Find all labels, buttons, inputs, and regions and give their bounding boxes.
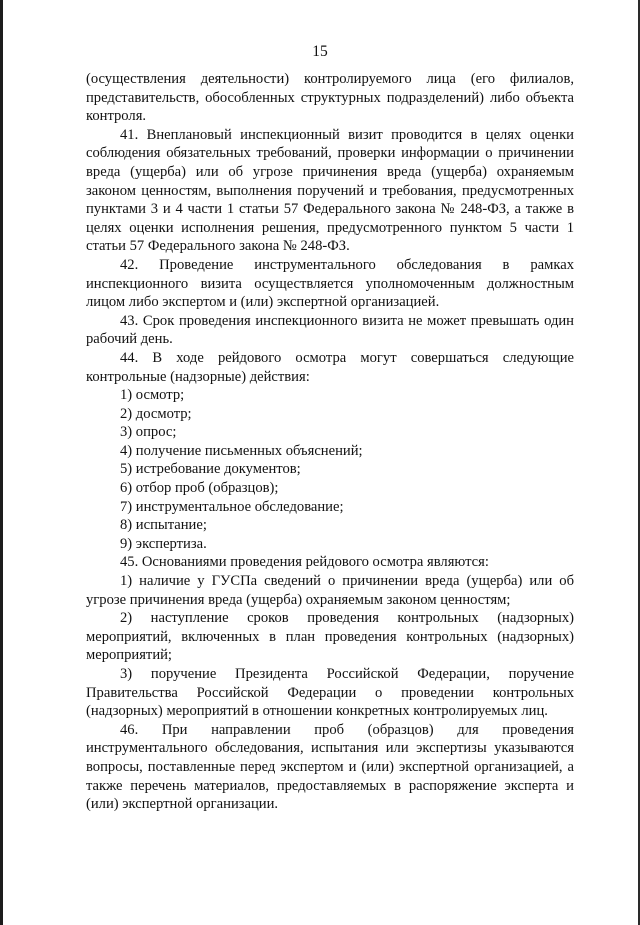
paragraph-continuation: (осуществления деятельности) контролируемого лица (его филиалов, представительств, обособленных структурных подразделений) либо объекта контроля. [86, 71, 574, 125]
list-item: 3) поручение Президента Российской Федерации, поручение Правительства Российской Федерации о проведении контрольных (надзорных) мероприятий в отношении конкретных контролируемых лиц. [86, 666, 574, 720]
list-item: 6) отбор проб (образцов); [120, 480, 279, 497]
list-item: 8) испытание; [120, 517, 207, 534]
list-item: 4) получение письменных объяснений; [120, 442, 363, 459]
list-item: 7) инструментальное обследование; [120, 498, 344, 515]
list-item: 2) наступление сроков проведения контрольных (надзорных) мероприятий, включенных в план проведения контрольных (надзорных) мероприятий; [86, 610, 574, 664]
list-item: 1) осмотр; [120, 387, 185, 404]
document-body [86, 70, 574, 814]
list-item: 1) наличие у ГУСПа сведений о причинении вреда (ущерба) или об угрозе причинения вреда (ущерба) охраняемым законом ценностям; [86, 573, 574, 608]
list-item: 2) досмотр; [120, 405, 192, 422]
list-item: 9) экспертиза. [120, 535, 207, 552]
scan-border-left [0, 0, 3, 925]
list-item: 5) истребование документов; [120, 461, 301, 478]
paragraph-46: 46. При направлении проб (образцов) для проведения инструментального обследования, испытания или экспертизы указываются вопросы, поставленные перед экспертом и (или) экспертной организацией, а также перечень материалов, предоставляемых в распоряжение эксперта и (или) экспертной организации. [86, 721, 574, 813]
page-number: 15 [312, 43, 328, 60]
paragraph-41: 41. Внеплановый инспекционный визит проводится в целях оценки соблюдения обязательных требований, проверки информации о причинении вреда (ущерба) или об угрозе причинения вреда (ущерба) охраняемым законом ценностям, выполнения поручений и требования, предусмотренных пунктами 3 и 4 части 1 статьи 57 Федерального закона № 248-ФЗ, а также в целях оценки исполнения решения, предусмотренного пунктом 5 части 1 статьи 57 Федерального закона № 248-ФЗ. [86, 126, 574, 255]
paragraph-43: 43. Срок проведения инспекционного визита не может превышать один рабочий день. [86, 312, 574, 348]
list-item: 3) опрос; [120, 424, 177, 441]
paragraph-44: 44. В ходе рейдового осмотра могут совершаться следующие контрольные (надзорные) действия: [86, 349, 574, 385]
paragraph-42: 42. Проведение инструментального обследования в рамках инспекционного визита осуществляется уполномоченным должностным лицом либо экспертом и (или) экспертной организацией. [86, 256, 574, 311]
paragraph-45: 45. Основаниями проведения рейдового осмотра являются: [120, 554, 489, 571]
